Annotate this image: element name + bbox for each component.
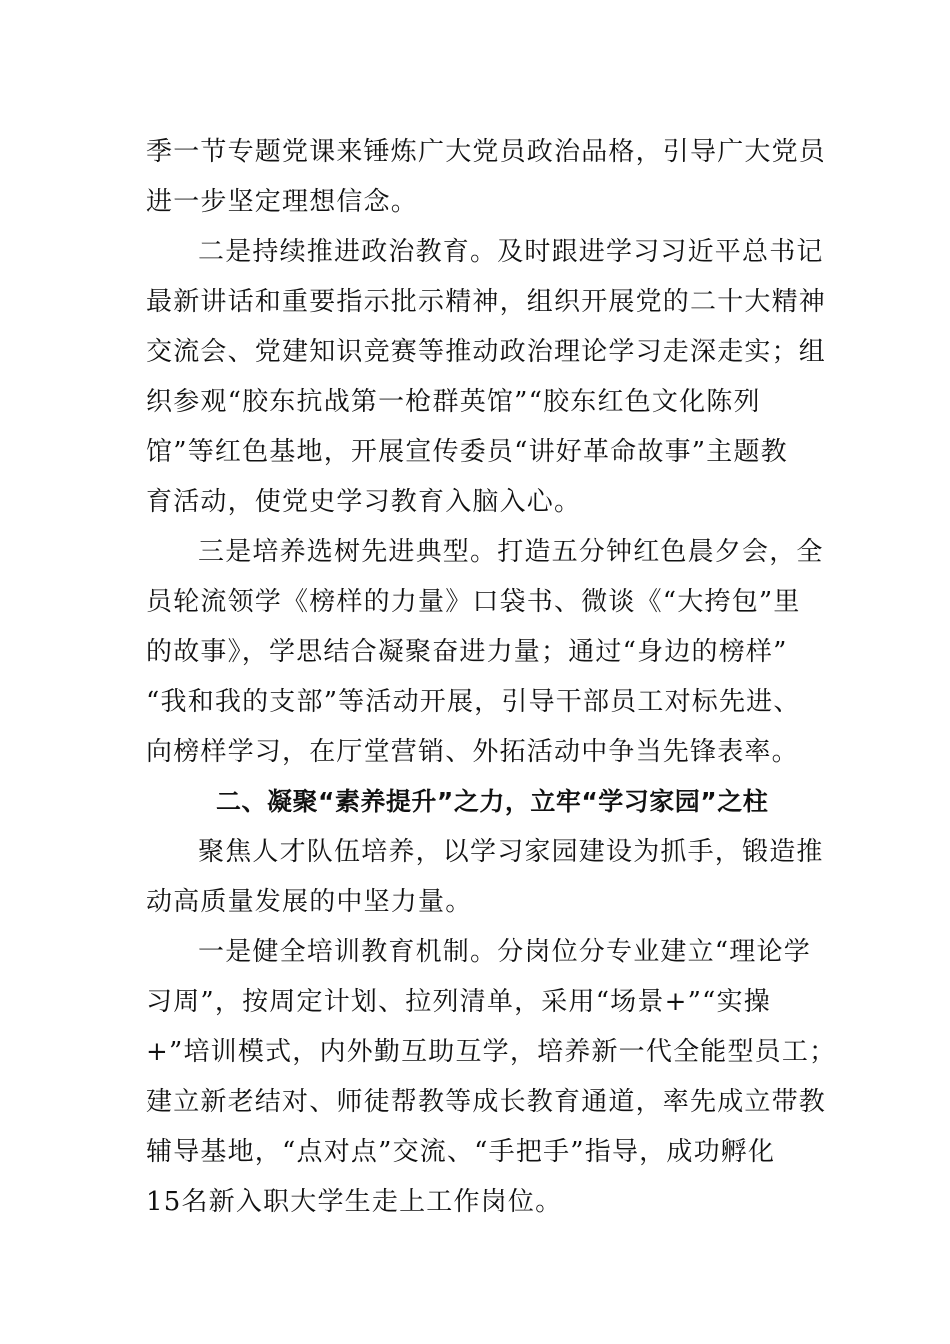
paragraph-start-line: 二是持续推进政治教育。及时跟进学习习近平总书记 [198,237,824,267]
text-line: 进一步坚定理想信念。 [146,187,419,217]
paragraph-start-line: 聚焦人才队伍培养，以学习家园建设为抓手，锻造推 [198,837,824,867]
paragraph-start-line: 三是培养选树先进典型。打造五分钟红色晨夕会，全 [198,537,824,567]
text-line: 建立新老结对、师徒帮教等成长教育通道，率先成立带教 [146,1087,827,1117]
section-heading: 二、凝聚“素养提升”之力，立牢“学习家园”之柱 [216,787,769,816]
text-line: 的故事》，学思结合凝聚奋进力量；通过“身边的榜样” [146,637,788,667]
text-line: +”培训模式，内外勤互助互学，培养新一代全能型员工； [146,1037,837,1067]
text-line: 最新讲话和重要指示批示精神，组织开展党的二十大精神 [146,287,827,317]
text-line: 交流会、党建知识竞赛等推动政治理论学习走深走实；组 [146,337,827,367]
text-line: 向榜样学习，在厅堂营销、外拓活动中争当先锋表率。 [146,737,799,767]
text-line: 馆”等红色基地，开展宣传委员“讲好革命故事”主题教 [146,437,788,467]
text-line: 季一节专题党课来锤炼广大党员政治品格，引导广大党员 [146,137,827,167]
text-line: 育活动，使党史学习教育入脑入心。 [146,487,582,517]
text-line: 动高质量发展的中坚力量。 [146,887,473,917]
text-line: 辅导基地，“点对点”交流、“手把手”指导，成功孵化 [146,1137,776,1167]
text-line: 员轮流领学《榜样的力量》口袋书、微谈《“大挎包”里 [146,587,801,617]
text-line: 15名新入职大学生走上工作岗位。 [146,1187,563,1217]
paragraph-start-line: 一是健全培训教育机制。分岗位分专业建立“理论学 [198,937,811,967]
text-line: 织参观“胶东抗战第一枪群英馆”“胶东红色文化陈列 [146,387,761,417]
text-line: 习周”，按周定计划、拉列清单，采用“场景+”“实操 [146,987,771,1017]
text-line: “我和我的支部”等活动开展，引导干部员工对标先进、 [146,687,801,717]
